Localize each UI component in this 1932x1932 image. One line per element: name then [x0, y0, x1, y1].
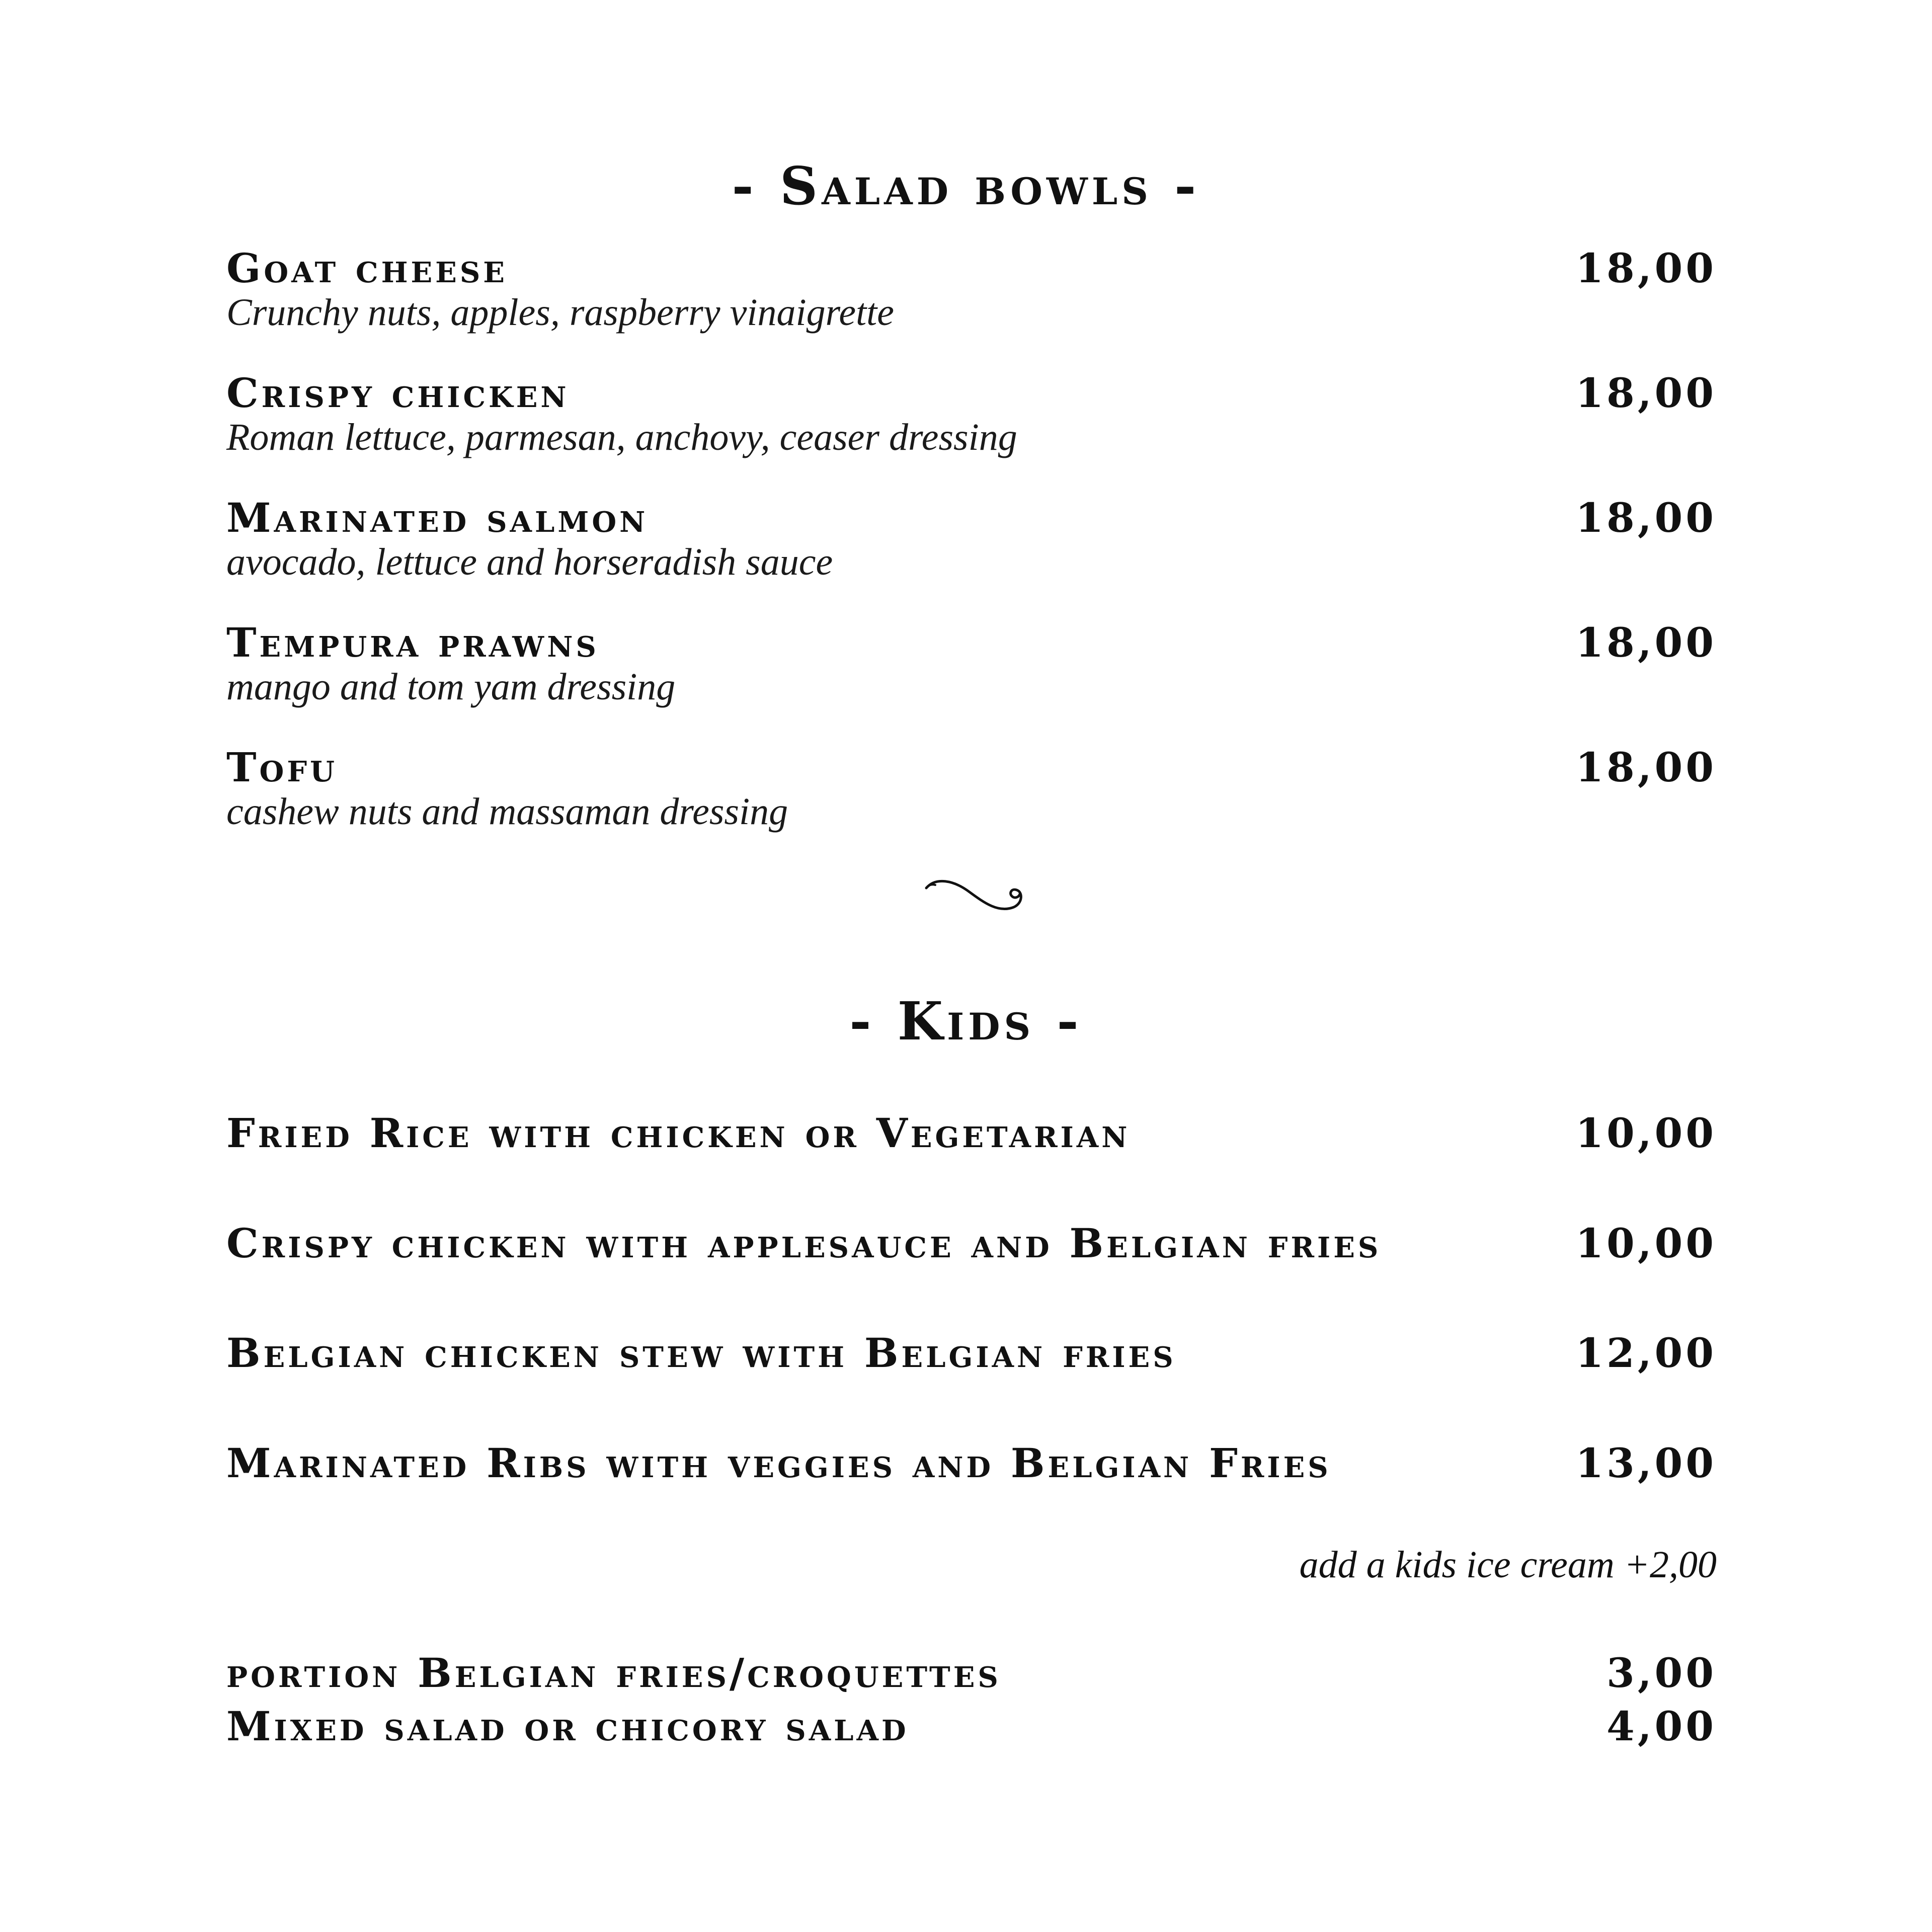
item-name: Crispy chicken: [226, 369, 570, 417]
item-price: 18,00: [1575, 744, 1717, 791]
item-price: 10,00: [1575, 1109, 1717, 1157]
item-name: Mixed salad or chicory salad: [226, 1703, 909, 1750]
flourish-swirl-icon: [923, 873, 1024, 918]
item-price: 3,00: [1606, 1649, 1717, 1697]
item-name: Tofu: [226, 744, 338, 791]
item-price: 18,00: [1575, 369, 1717, 417]
item-name: Crispy chicken with applesauce and Belgian fries: [226, 1220, 1382, 1267]
item-name: Marinated Ribs with veggies and Belgian Fries: [226, 1439, 1331, 1487]
item-price: 18,00: [1575, 619, 1717, 666]
item-name: Belgian chicken stew with Belgian fries: [226, 1329, 1176, 1377]
item-name: Marinated salmon: [226, 494, 649, 541]
item-description: avocado, lettuce and horseradish sauce: [226, 541, 833, 583]
section-title-kids: - Kids -: [849, 990, 1083, 1052]
kids-ice-cream-note: add a kids ice cream +2,00: [1299, 1544, 1717, 1586]
item-price: 18,00: [1575, 245, 1717, 292]
item-name: Fried Rice with chicken or Vegetarian: [226, 1109, 1131, 1157]
item-price: 4,00: [1606, 1703, 1717, 1750]
section-title-salad-bowls: - Salad bowls -: [732, 155, 1200, 217]
item-name: Tempura prawns: [226, 619, 599, 666]
item-description: Crunchy nuts, apples, raspberry vinaigrette: [226, 291, 895, 334]
item-description: Roman lettuce, parmesan, anchovy, ceaser dressing: [226, 416, 1017, 458]
item-name: portion Belgian fries/croquettes: [226, 1649, 1001, 1697]
item-price: 12,00: [1575, 1329, 1717, 1377]
item-description: cashew nuts and massaman dressing: [226, 790, 788, 833]
item-price: 10,00: [1575, 1220, 1717, 1267]
item-name: Goat cheese: [226, 245, 508, 292]
item-price: 13,00: [1575, 1439, 1717, 1487]
item-description: mango and tom yam dressing: [226, 666, 676, 708]
item-price: 18,00: [1575, 494, 1717, 541]
